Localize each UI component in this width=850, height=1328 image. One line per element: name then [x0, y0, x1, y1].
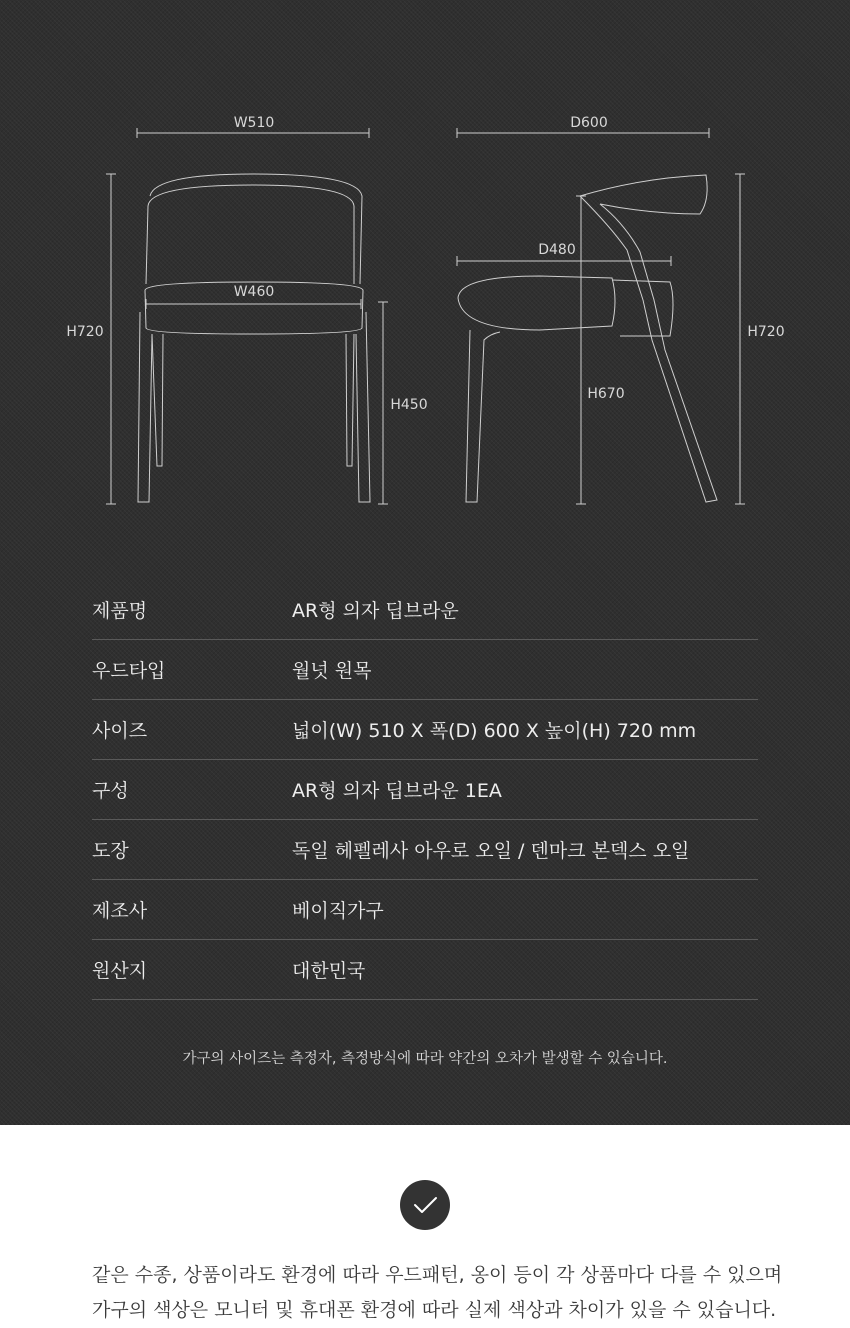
spec-value: AR형 의자 딥브라운 1EA [292, 780, 502, 802]
spec-key: 제품명 [92, 600, 148, 622]
spec-key: 우드타입 [92, 660, 166, 682]
spec-row [92, 700, 758, 760]
spec-key: 제조사 [92, 900, 148, 922]
spec-value: AR형 의자 딥브라운 [292, 600, 459, 622]
spec-key: 사이즈 [92, 720, 148, 742]
spec-value: 월넛 원목 [292, 660, 372, 682]
front-height-label: H720 [66, 324, 104, 340]
seat-depth-label: D480 [538, 242, 576, 258]
arm-height-label: H670 [587, 386, 625, 402]
spec-value: 대한민국 [292, 960, 366, 982]
dimension-drawing [0, 0, 850, 540]
disclaimer-text [92, 1258, 782, 1328]
side-depth-label: D600 [570, 115, 608, 131]
spec-value: 베이직가구 [292, 900, 384, 922]
spec-key: 원산지 [92, 960, 148, 982]
spec-row [92, 640, 758, 700]
spec-value: 독일 헤펠레사 아우로 오일 / 덴마크 본덱스 오일 [292, 840, 690, 862]
spec-row [92, 880, 758, 940]
check-circle-icon [400, 1180, 450, 1230]
front-width-label: W510 [233, 115, 275, 131]
disclaimer-line: 같은 수종, 상품이라도 환경에 따라 우드패턴, 옹이 등이 각 상품마다 다를 수 있으며 [92, 1264, 783, 1286]
disclaimer-line: 가구의 색상은 모니터 및 휴대폰 환경에 따라 실제 색상과 차이가 있을 수 있습니다. [92, 1299, 777, 1321]
seat-width-label: W460 [233, 284, 275, 300]
spec-key: 도장 [92, 840, 129, 862]
spec-value: 넓이(W) 510 X 폭(D) 600 X 높이(H) 720 mm [292, 720, 697, 742]
spec-row [92, 820, 758, 880]
spec-row [92, 940, 758, 1000]
seat-height-label: H450 [390, 397, 428, 413]
spec-row [92, 580, 758, 640]
side-height-label: H720 [747, 324, 785, 340]
size-note: 가구의 사이즈는 측정자, 측정방식에 따라 약간의 오차가 발생할 수 있습니다. [182, 1051, 668, 1067]
spec-row [92, 760, 758, 820]
spec-table [92, 580, 758, 1000]
spec-key: 구성 [92, 780, 129, 802]
